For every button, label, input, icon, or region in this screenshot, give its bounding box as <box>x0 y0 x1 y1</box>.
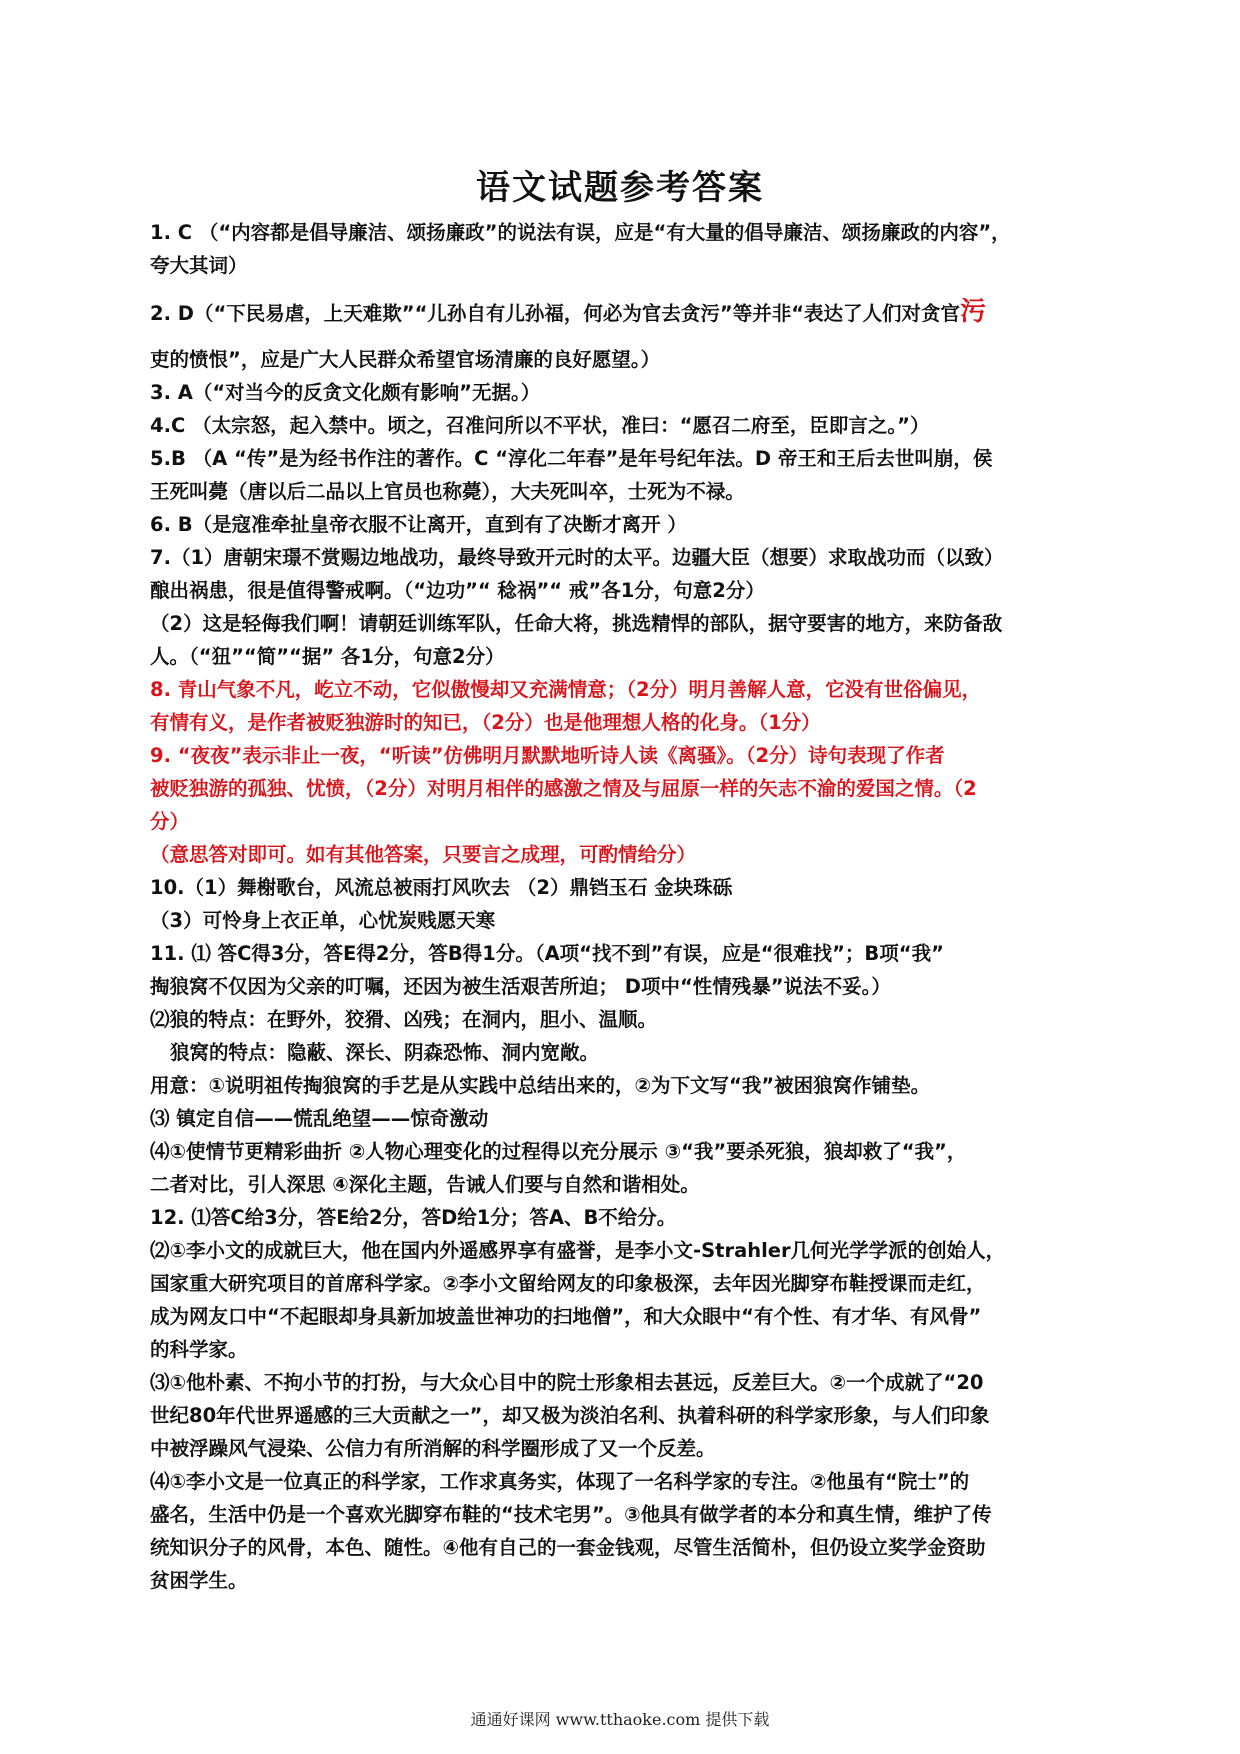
answer-12-line-12: 贫困学生。 <box>150 1569 248 1592</box>
answer-7-line-1: 7.（1）唐朝宋璟不赏赐边地战功，最终导致开元时的太平。边疆大臣（想要）求取战功而（以致） <box>150 546 1004 569</box>
answer-body <box>150 216 1100 1597</box>
answer-11-line-5: 用意：①说明祖传掏狼窝的手艺是从实践中总结出来的，②为下文写“我”被困狼窝作铺垫。 <box>150 1074 931 1097</box>
answer-11-line-6: ⑶ 镇定自信——慌乱绝望——惊奇激动 <box>150 1107 489 1130</box>
answer-11-line-4: 狼窝的特点：隐蔽、深长、阴森恐怖、洞内宽敞。 <box>170 1041 600 1064</box>
answer-12-line-3: 国家重大研究项目的首席科学家。②李小文留给网友的印象极深，去年因光脚穿布鞋授课而走红， <box>150 1272 986 1295</box>
answer-2-line-1-text: 2. D（“下民易虐，上天难欺”“儿孙自有儿孙福，何必为官去贪污”等并非“表达了人们对贪官 <box>150 302 961 325</box>
answer-3: 3. A（“对当今的反贪文化颇有影响”无据。） <box>150 381 541 404</box>
answer-9-line-1: 9. “夜夜”表示非止一夜，“听读”仿佛明月默默地听诗人读《离骚》。（2分）诗句表现了作者 <box>150 744 945 767</box>
answer-6: 6. B（是寇准牵扯皇帝衣服不让离开，直到有了决断才离开 ） <box>150 513 687 536</box>
answer-12-line-9: ⑷①李小文是一位真正的科学家，工作求真务实，体现了一名科学家的专注。②他虽有“院士”的 <box>150 1470 970 1493</box>
answer-1-line-2: 夸大其词） <box>150 254 248 277</box>
page-footer: 通通好课网 www.tthaoke.com 提供下载 <box>470 1710 770 1729</box>
answer-9-line-2: 被贬独游的孤独、忧愤，（2分）对明月相伴的感激之情及与屈原一样的矢志不渝的爱国之情。（2 <box>150 777 977 800</box>
grading-note: （意思答对即可。如有其他答案，只要言之成理，可酌情给分） <box>150 843 697 866</box>
answer-12-line-6: ⑶①他朴素、不拘小节的打扮，与大众心目中的院士形象相去甚远，反差巨大。②一个成就了“20 <box>150 1371 984 1394</box>
answer-12-line-7: 世纪80年代世界遥感的三大贡献之一”，却又极为淡泊名利、执着科研的科学家形象，与人们印象 <box>150 1404 990 1427</box>
answer-12-line-5: 的科学家。 <box>150 1338 248 1361</box>
answer-7-line-3: （2）这是轻侮我们啊！请朝廷训练军队，任命大将，挑选精悍的部队，据守要害的地方，来防备敌 <box>150 612 1003 635</box>
answer-11-line-7: ⑷①使情节更精彩曲折 ②人物心理变化的过程得以充分展示 ③“我”要杀死狼，狼却救了“我”， <box>150 1140 967 1163</box>
answer-7-line-2: 酿出祸患，很是值得警戒啊。（“边功”“ 稔祸”“ 戒”各1分，句意2分） <box>150 579 765 602</box>
answer-10-line-1: 10.（1）舞榭歌台，风流总被雨打风吹去 （2）鼎铛玉石 金块珠砾 <box>150 876 733 899</box>
answer-12-line-1: 12. ⑴答C给3分，答E给2分，答D给1分；答A、B不给分。 <box>150 1206 677 1229</box>
answer-12-line-2: ⑵①李小文的成就巨大，他在国内外遥感界享有盛誉，是李小文-Strahler几何光学学派的创始人， <box>150 1239 1006 1262</box>
highlight-char: 污 <box>960 297 987 327</box>
answer-12-line-11: 统知识分子的风骨，本色、随性。④他有自己的一套金钱观，尽管生活简朴，但仍设立奖学金资助 <box>150 1536 986 1559</box>
answer-2-line-1 <box>150 296 1100 329</box>
answer-10-line-2: （3）可怜身上衣正单，心忧炭贱愿天寒 <box>150 909 496 932</box>
answer-2-line-2: 吏的愤恨”，应是广大人民群众希望官场清廉的良好愿望。） <box>150 348 661 371</box>
answer-4: 4.C （太宗怒，起入禁中。顷之，召准问所以不平状，准曰：“愿召二府至，臣即言之。”） <box>150 414 930 437</box>
answer-5-line-1: 5.B （A “传”是为经书作注的著作。C “淳化二年春”是年号纪年法。D 帝王和王后去世叫崩，侯 <box>150 447 993 470</box>
answer-11-line-2: 掏狼窝不仅因为父亲的叮嘱，还因为被生活艰苦所迫； D项中“性情残暴”说法不妥。） <box>150 975 891 998</box>
answer-7-line-4: 人。（“狃”“简”“据” 各1分，句意2分） <box>150 645 505 668</box>
answer-11-line-1: 11. ⑴ 答C得3分，答E得2分，答B得1分。（A项“找不到”有误，应是“很难找”；B项“我” <box>150 942 944 965</box>
answer-12-line-10: 盛名，生活中仍是一个喜欢光脚穿布鞋的“技术宅男”。③他具有做学者的本分和真生情，维护了传 <box>150 1503 992 1526</box>
answer-11-line-8: 二者对比，引人深思 ④深化主题，告诫人们要与自然和谐相处。 <box>150 1173 700 1196</box>
page-title: 语文试题参考答案 <box>476 168 764 208</box>
answer-5-line-2: 王死叫薨（唐以后二品以上官员也称薨），大夫死叫卒，士死为不禄。 <box>150 480 745 503</box>
answer-8-line-1: 8. 青山气象不凡，屹立不动，它似傲慢却又充满情意；（2分）明月善解人意，它没有世俗偏见， <box>150 678 982 701</box>
answer-11-line-3: ⑵狼的特点：在野外，狡猾、凶残；在洞内，胆小、温顺。 <box>150 1008 658 1031</box>
answer-1-line-1: 1. C （“内容都是倡导廉洁、颂扬廉政”的说法有误，应是“有大量的倡导廉洁、颂扬廉政的内容”， <box>150 221 1011 244</box>
answer-8-line-2: 有情有义，是作者被贬独游时的知已，（2分）也是他理想人格的化身。（1分） <box>150 711 821 734</box>
answer-12-line-8: 中被浮躁风气浸染、公信力有所消解的科学圈形成了又一个反差。 <box>150 1437 716 1460</box>
answer-9-line-3: 分） <box>150 810 190 833</box>
answer-12-line-4: 成为网友口中“不起眼却身具新加坡盖世神功的扫地僧”，和大众眼中“有个性、有才华、有风骨” <box>150 1305 982 1328</box>
